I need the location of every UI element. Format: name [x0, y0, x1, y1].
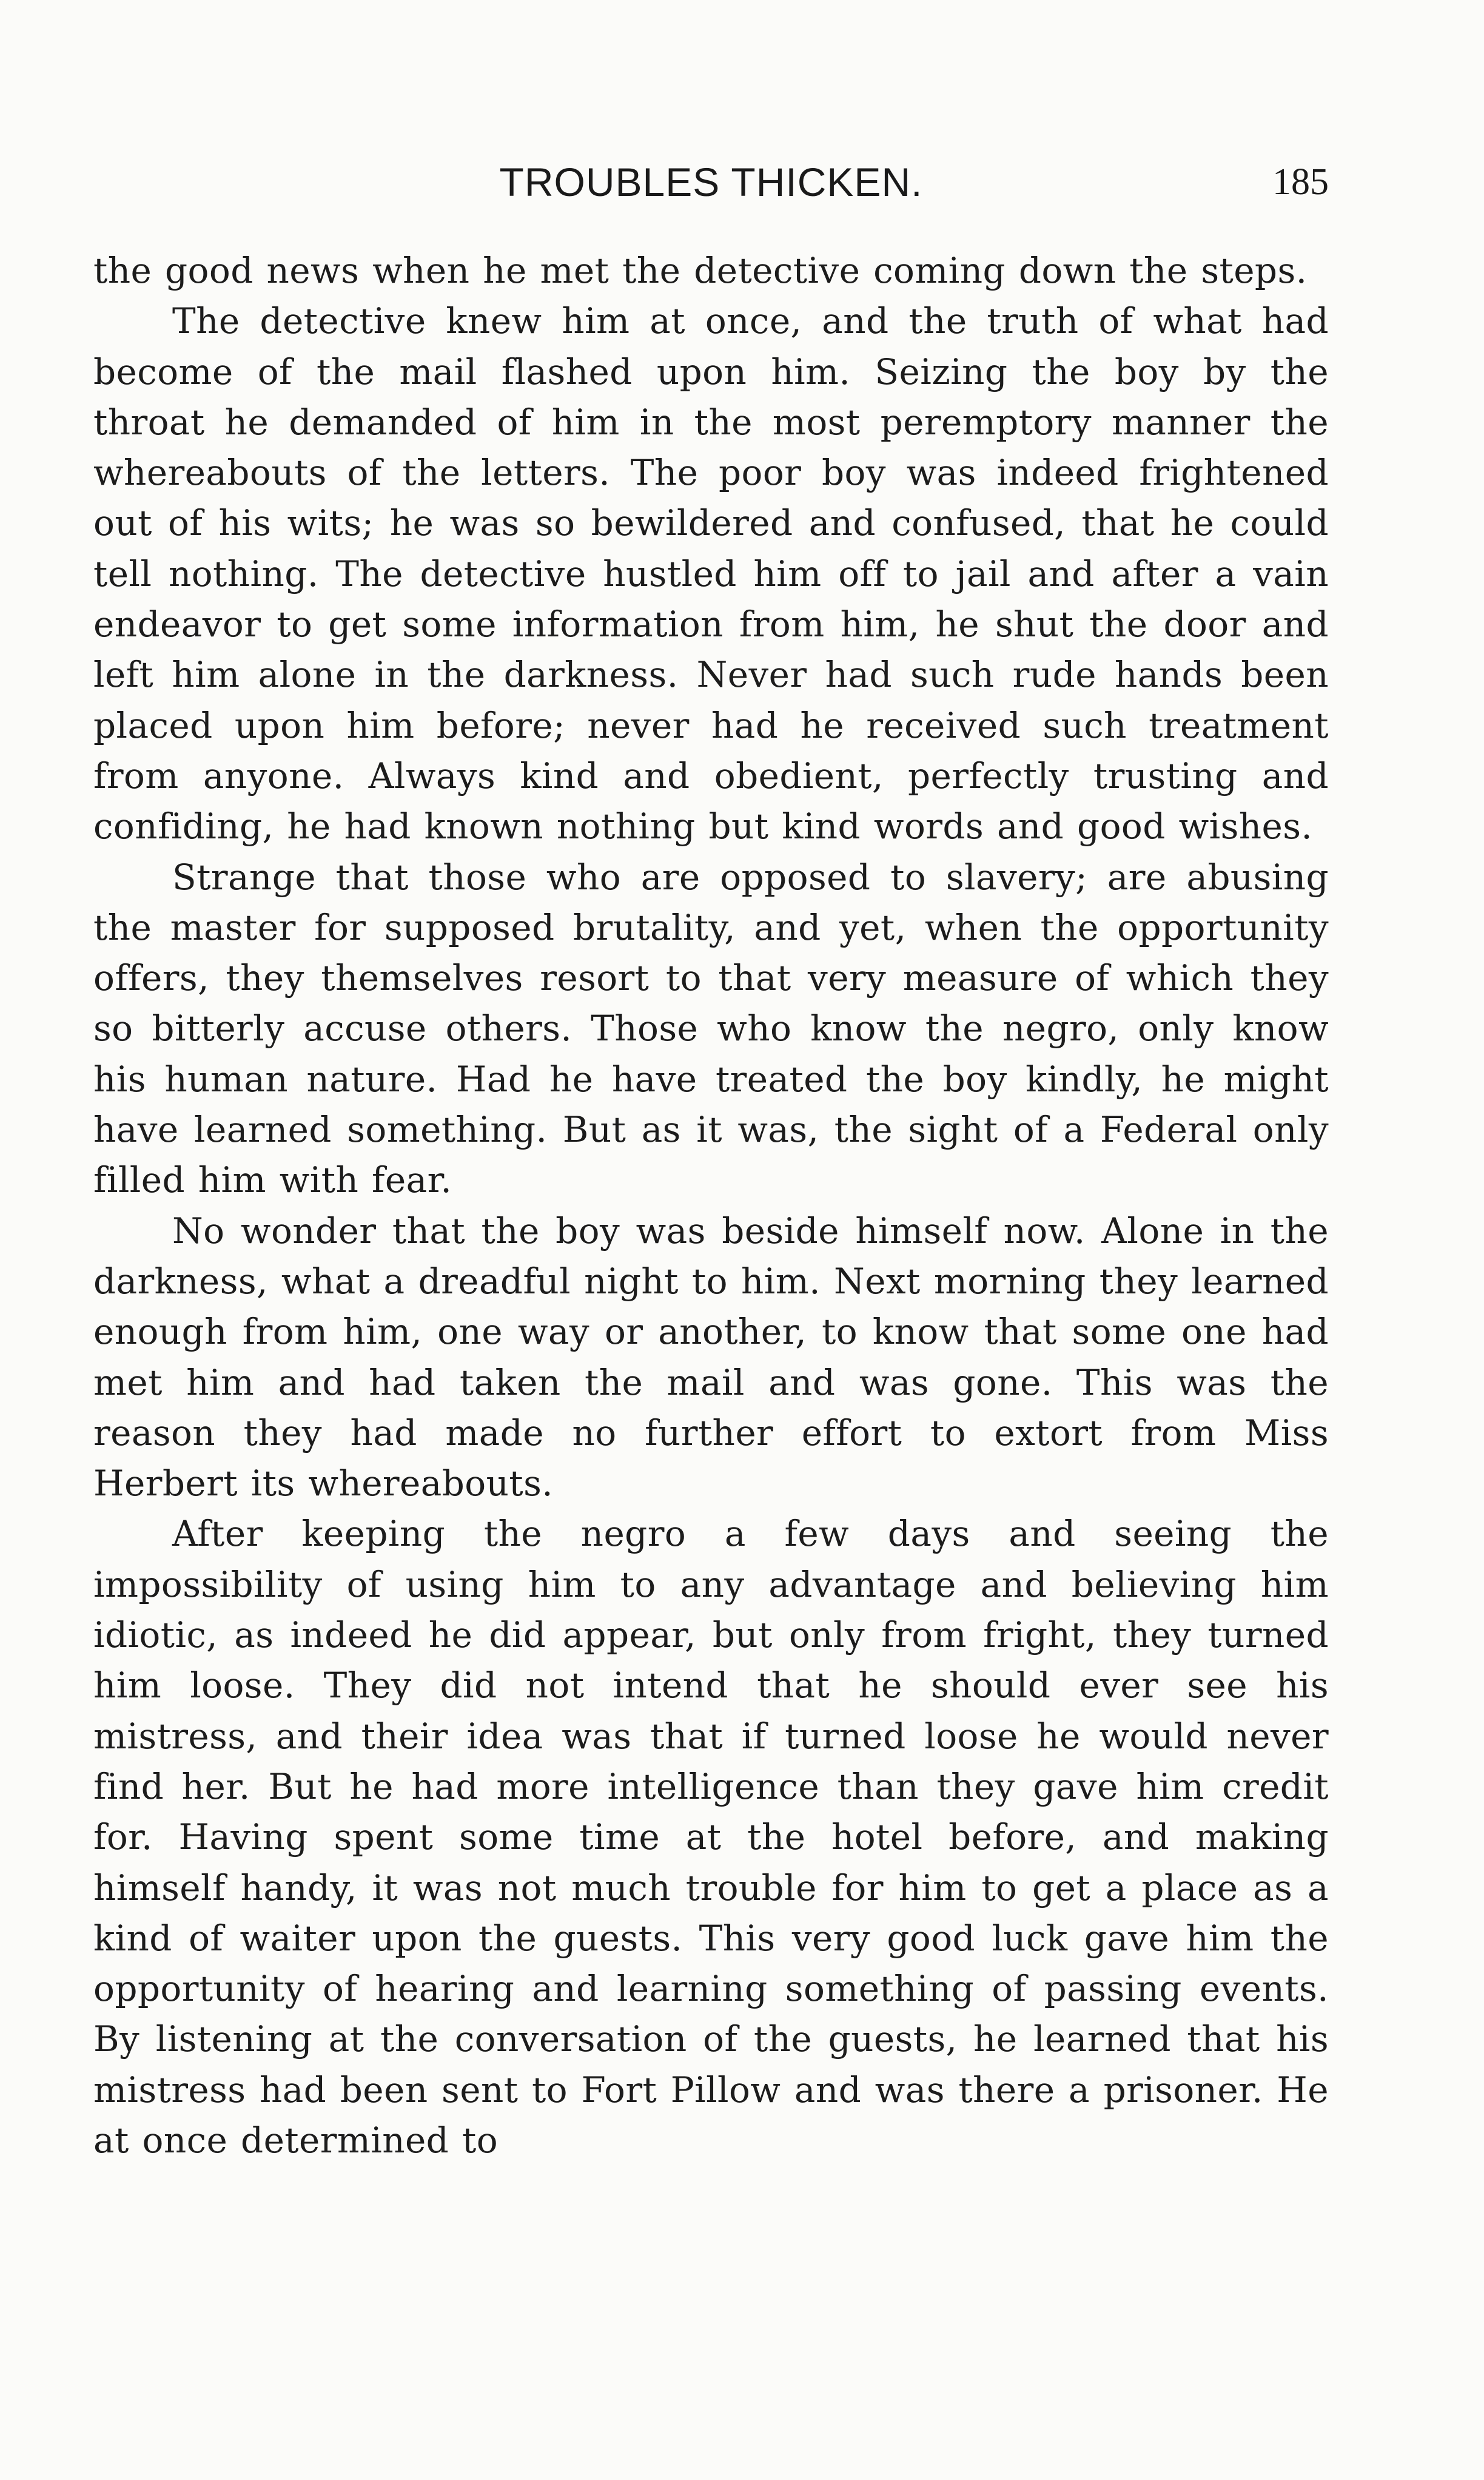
page-number: 185 — [1272, 161, 1329, 203]
chapter-title: TROUBLES THICKEN. — [499, 160, 923, 204]
paragraph-no-wonder: No wonder that the boy was beside himself now. Alone in the darkness, what a dreadful night to him. Next morning they learned enough from him, one way or another, to know that some one had met him and had taken the mail and was gone. This was the reason they had made no further effort to extort from Miss Herbert its whereabouts. — [93, 1210, 1329, 1505]
body-text — [93, 246, 1329, 2166]
paragraph-detective: The detective knew him at once, and the truth of what had become of the mail flashed upon him. Seizing the boy by the throat he demanded of him in the most peremptory manner the whereabouts of the letters. The poor boy was indeed frightened out of his wits; he was so bewildered and confused, that he could tell nothing. The detective hustled him off to jail and after a vain endeavor to get some information from him, he shut the door and left him alone in the darkness. Never had such rude hands been placed upon him before; never had he received such treatment from anyone. Always kind and obedient, perfectly trusting and confiding, he had known nothing but kind words and good wishes. — [93, 300, 1329, 847]
paragraph-continuation: the good news when he met the detective coming down the steps. — [93, 250, 1308, 291]
running-head — [93, 155, 1329, 209]
paragraph-after-keeping: After keeping the negro a few days and seeing the impossibility of using him to any advantage and believing him idiotic, as indeed he did appear, but only from fright, they turned him loose. They did not intend that he should ever see his mistress, and their idea was that if turned loose he would never find her. But he had more intelligence than they gave him credit for. Having spent some time at the hotel before, and making himself handy, it was not much trouble for him to get a place as a kind of waiter upon the guests. This very good luck gave him the opportunity of hearing and learning something of passing events. By listening at the conversation of the guests, he learned that his mistress had been sent to Fort Pillow and was there a prisoner. He at once determined to — [93, 1513, 1329, 2161]
paragraph-slavery: Strange that those who are opposed to slavery; are abusing the master for supposed brutality, and yet, when the opportunity offers, they themselves resort to that very measure of which they so bitterly accuse others. Those who know the negro, only know his human nature. Had he have treated the boy kindly, he might have learned something. But as it was, the sight of a Federal only filled him with fear. — [93, 856, 1329, 1201]
